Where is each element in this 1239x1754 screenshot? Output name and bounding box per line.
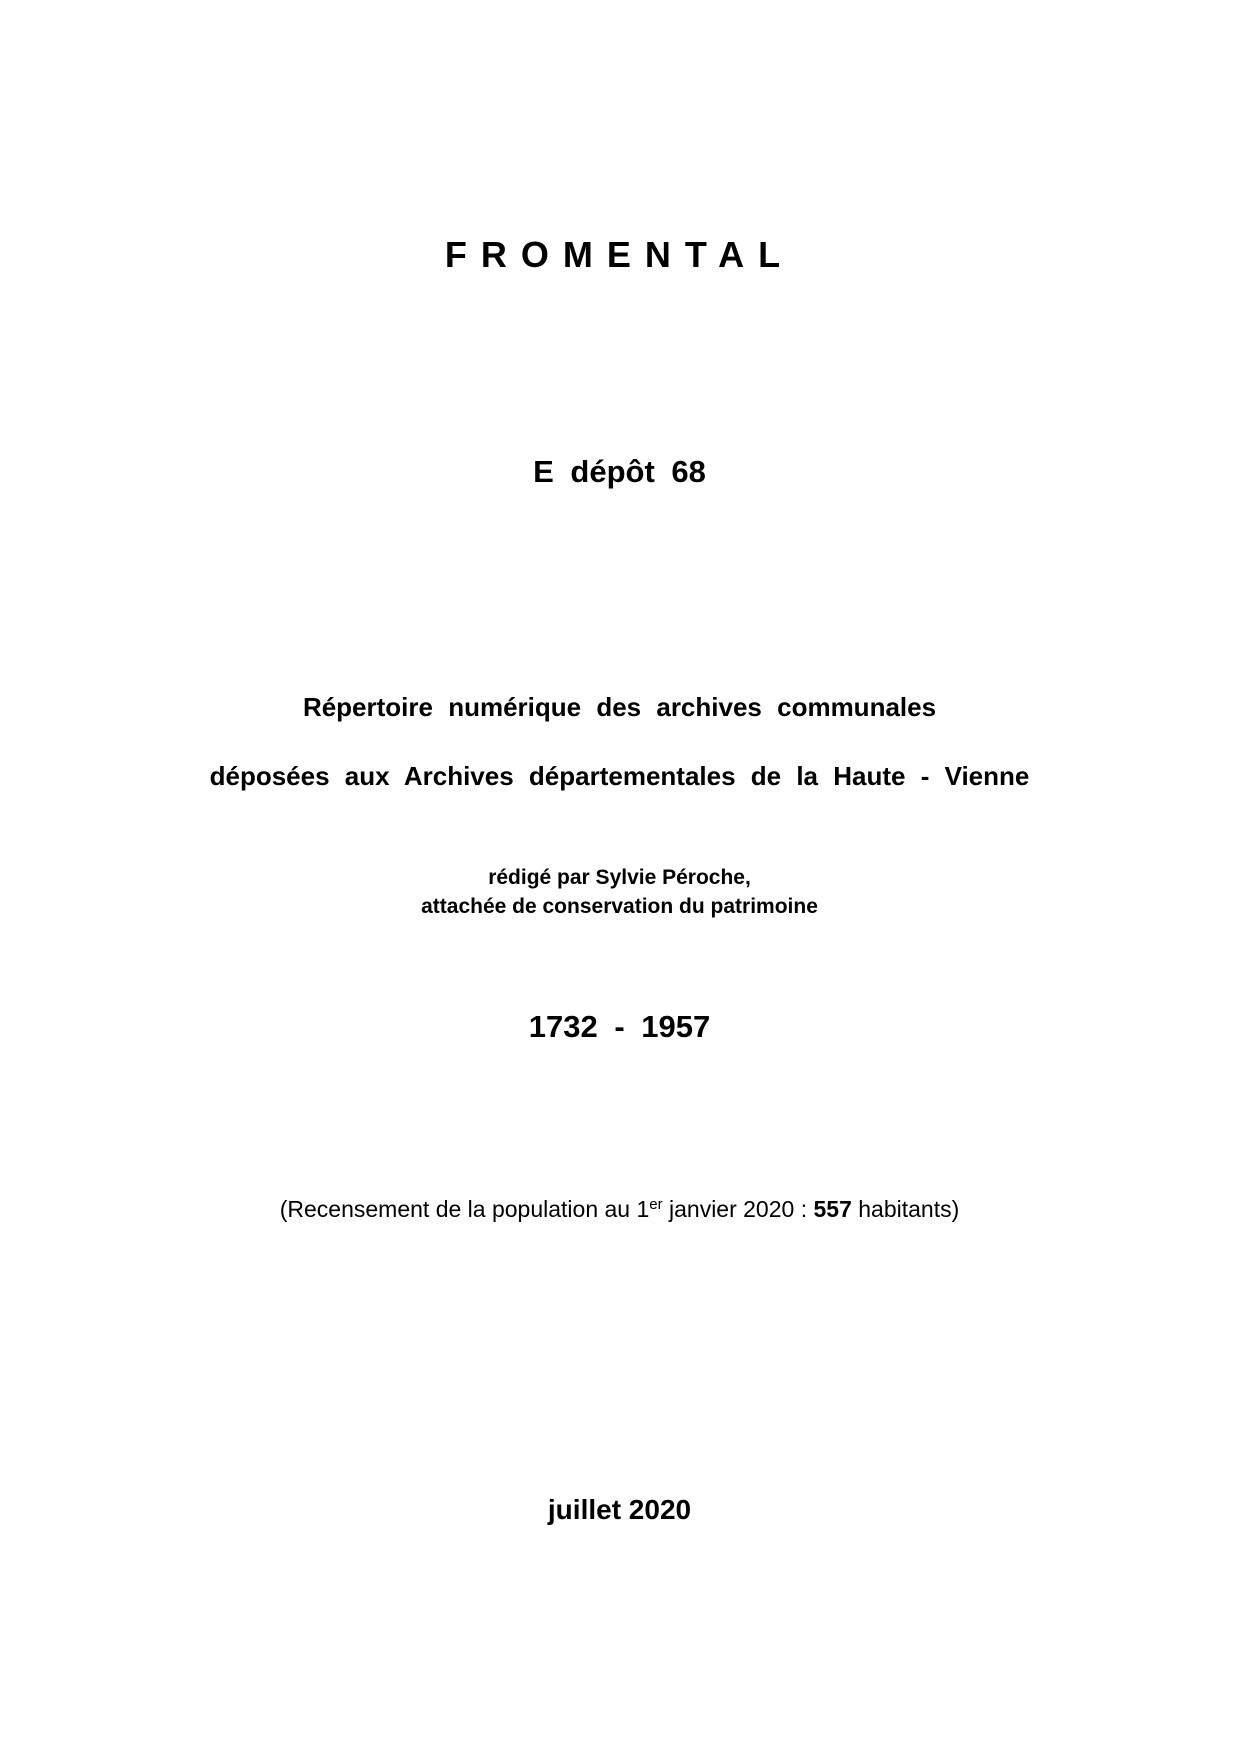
census-prefix: (Recensement de la population au 1 (279, 1196, 650, 1222)
author-line-1: rédigé par Sylvie Péroche, (488, 866, 751, 889)
publication-date: juillet 2020 (547, 1494, 692, 1525)
census-middle: janvier 2020 : (662, 1196, 814, 1222)
date-range: 1732 - 1957 (528, 1009, 711, 1044)
deposit-reference: E dépôt 68 (533, 454, 706, 489)
census-suffix: habitants) (851, 1196, 960, 1222)
census-note (0, 1193, 1239, 1225)
census-count: 557 (813, 1196, 852, 1222)
subtitle-line-2: déposées aux Archives départementales de la Haute - Vienne (209, 761, 1030, 791)
document-title: FROMENTAL (444, 234, 795, 275)
subtitle-line-1: Répertoire numérique des archives communales (302, 692, 937, 722)
author-line-2: attachée de conservation du patrimoine (421, 895, 818, 918)
census-superscript: er (649, 1196, 663, 1213)
